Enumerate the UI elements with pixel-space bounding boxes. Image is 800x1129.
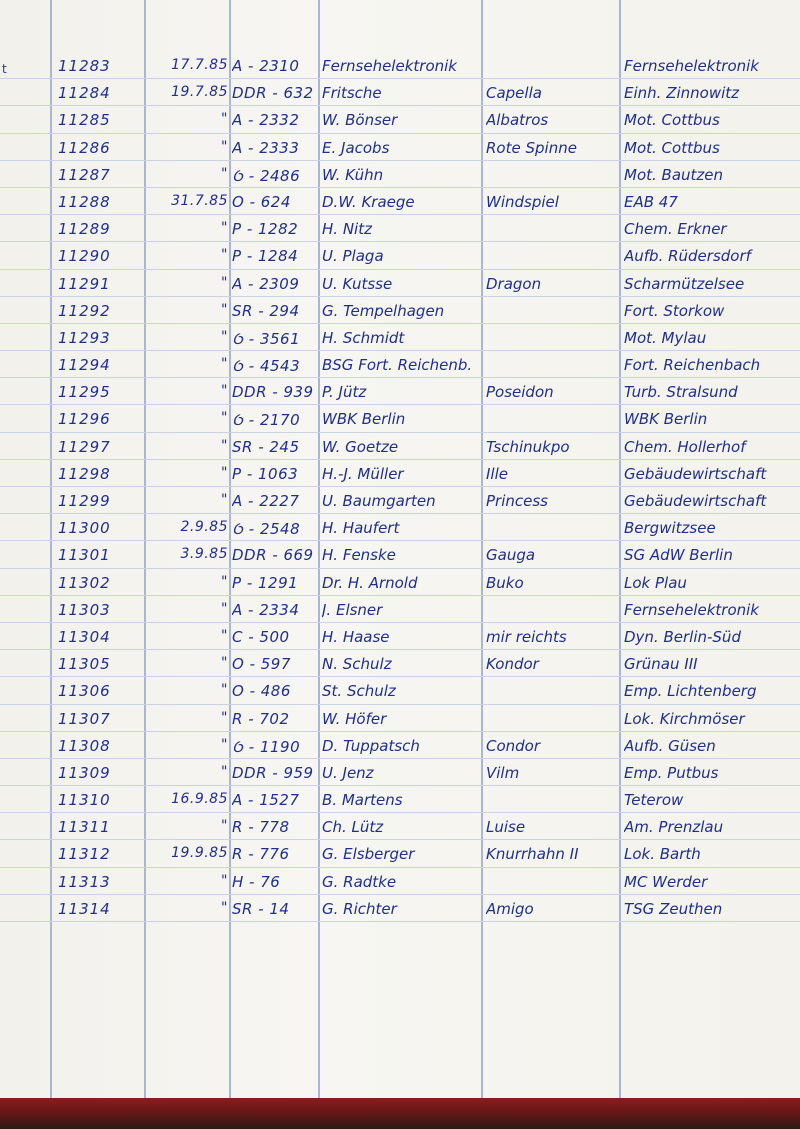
owner-name: G. Elsberger	[322, 845, 415, 864]
entry-number: 11295	[58, 383, 111, 402]
entry-number: 11314	[58, 899, 111, 918]
owner-name: H. Nitz	[322, 220, 372, 239]
entry-number: 11297	[58, 437, 111, 456]
entry-date: "	[221, 138, 228, 155]
entry-number: 11300	[58, 519, 111, 538]
ledger-row	[0, 460, 800, 487]
entry-date: "	[221, 274, 228, 291]
entry-date: "	[221, 437, 228, 454]
entry-number: 11292	[58, 301, 111, 320]
entry-number: 11287	[58, 165, 111, 184]
club-name: Turb. Stralsund	[624, 383, 738, 402]
ledger-row	[0, 596, 800, 623]
entry-date: "	[221, 763, 228, 780]
entry-number: 11284	[58, 84, 111, 103]
club-name: Mot. Cottbus	[624, 138, 720, 157]
club-name: Gebäudewirtschaft	[624, 492, 767, 510]
entry-number: 11290	[58, 247, 111, 266]
club-name: Fort. Storkow	[624, 301, 725, 320]
owner-name: G. Richter	[322, 899, 397, 918]
boat-registration: R - 702	[232, 709, 290, 728]
entry-number: 11298	[58, 464, 111, 483]
boat-registration: A - 2309	[232, 274, 300, 293]
ledger-row	[0, 786, 800, 813]
ledger-row	[0, 569, 800, 596]
ledger-row	[0, 378, 800, 405]
entry-number: 11285	[58, 111, 111, 130]
entry-number: 11283	[58, 57, 111, 75]
entry-date: "	[221, 383, 228, 400]
entry-number: 11294	[58, 356, 111, 375]
club-name: Aufb. Güsen	[624, 736, 716, 755]
ledger-row	[0, 134, 800, 161]
owner-name: H. Haase	[322, 627, 390, 646]
entry-number: 11312	[58, 845, 111, 864]
entry-date: "	[221, 818, 228, 835]
entry-number: 11289	[58, 220, 111, 239]
ledger-row	[0, 514, 800, 541]
boat-registration: SR - 245	[232, 437, 300, 456]
owner-name: U. Baumgarten	[322, 492, 436, 510]
club-name: Mot. Mylau	[624, 328, 707, 347]
owner-name: W. Höfer	[322, 709, 387, 728]
club-name: Chem. Erkner	[624, 220, 727, 239]
ledger-row	[0, 351, 800, 378]
entry-date: "	[221, 492, 228, 508]
ledger-row	[0, 623, 800, 650]
boat-name: Dragon	[486, 274, 542, 293]
boat-name: Capella	[486, 84, 542, 103]
boat-name: Ille	[486, 464, 508, 483]
entry-date: 3.9.85	[180, 546, 228, 563]
entry-date: "	[221, 464, 228, 481]
boat-name: mir reichts	[486, 627, 567, 646]
owner-name: Fernsehelektronik	[322, 57, 457, 75]
entry-date: "	[221, 899, 228, 916]
boat-registration: DDR - 959	[232, 763, 314, 782]
boat-registration: A - 2332	[232, 111, 300, 130]
entry-number: 11302	[58, 573, 111, 592]
entry-date: "	[221, 165, 228, 182]
club-name: Teterow	[624, 791, 684, 810]
entry-number: 11291	[58, 274, 111, 293]
entry-number: 11296	[58, 410, 111, 429]
margin-mark: t	[2, 62, 7, 76]
owner-name: Fritsche	[322, 84, 382, 103]
boat-registration: Ỽ - 2170	[232, 411, 301, 430]
ledger-row	[0, 270, 800, 297]
owner-name: N. Schulz	[322, 655, 392, 674]
boat-registration: P - 1284	[232, 247, 299, 266]
owner-name: D. Tuppatsch	[322, 736, 420, 755]
boat-registration: Ỽ - 2548	[232, 520, 301, 539]
ledger-row	[0, 52, 800, 79]
ledger-row	[0, 297, 800, 324]
entry-date: "	[221, 627, 228, 644]
club-name: Emp. Lichtenberg	[624, 682, 757, 701]
boat-name: Rote Spinne	[486, 138, 577, 157]
ledger-row	[0, 813, 800, 840]
boat-registration: P - 1291	[232, 573, 299, 592]
entry-number: 11307	[58, 709, 111, 728]
boat-registration: O - 624	[232, 192, 291, 211]
entry-number: 11308	[58, 736, 111, 755]
ledger-row	[0, 868, 800, 895]
ledger-row	[0, 705, 800, 732]
owner-name: U. Kutsse	[322, 274, 393, 293]
club-name: Gebäudewirtschaft	[624, 464, 767, 483]
entry-date: "	[221, 573, 228, 590]
entry-number: 11303	[58, 600, 111, 619]
entry-date: "	[221, 410, 228, 427]
boat-name: Kondor	[486, 655, 539, 674]
entry-date: "	[221, 111, 228, 128]
entry-number: 11311	[58, 818, 111, 837]
boat-name: Luise	[486, 818, 526, 837]
boat-registration: A - 2333	[232, 138, 300, 157]
boat-registration: R - 776	[232, 845, 290, 864]
ledger-row	[0, 188, 800, 215]
owner-name: U. Jenz	[322, 763, 374, 782]
owner-name: W. Bönser	[322, 111, 398, 130]
boat-registration: SR - 294	[232, 301, 300, 320]
boat-registration: P - 1282	[232, 220, 299, 239]
boat-name: Gauga	[486, 546, 536, 565]
boat-registration: Ỽ - 4543	[232, 357, 301, 376]
club-name: Mot. Cottbus	[624, 111, 720, 130]
club-name: Fernsehelektronik	[624, 57, 759, 75]
club-name: MC Werder	[624, 872, 708, 891]
owner-name: H. Haufert	[322, 519, 400, 538]
entry-number: 11313	[58, 872, 111, 891]
owner-name: H. Fenske	[322, 546, 396, 565]
boat-name: Poseidon	[486, 383, 554, 402]
boat-registration: A - 2310	[232, 57, 300, 75]
entry-date: "	[221, 682, 228, 699]
entry-date: 19.9.85	[171, 845, 228, 862]
entry-date: 2.9.85	[180, 519, 228, 536]
owner-name: E. Jacobs	[322, 138, 390, 157]
club-name: Bergwitzsee	[624, 519, 716, 538]
entry-date: "	[221, 301, 228, 318]
club-name: Emp. Putbus	[624, 763, 719, 782]
club-name: Einh. Zinnowitz	[624, 84, 740, 103]
club-name: WBK Berlin	[624, 410, 708, 429]
ledger-row	[0, 405, 800, 432]
club-name: Am. Prenzlau	[624, 818, 724, 837]
entry-date: 17.7.85	[171, 57, 228, 73]
ledger-rows	[0, 52, 800, 922]
boat-registration: H - 76	[232, 872, 281, 891]
club-name: Aufb. Rüdersdorf	[624, 247, 751, 266]
owner-name: BSG Fort. Reichenb.	[322, 356, 473, 375]
owner-name: St. Schulz	[322, 682, 396, 701]
owner-name: G. Tempelhagen	[322, 301, 445, 320]
ledger-row	[0, 840, 800, 867]
owner-name: H.-J. Müller	[322, 464, 404, 483]
ledger-row	[0, 324, 800, 351]
entry-date: "	[221, 655, 228, 672]
boat-registration: A - 1527	[232, 791, 300, 810]
owner-name: J. Elsner	[322, 600, 383, 619]
boat-name: Windspiel	[486, 192, 559, 211]
ledger-row	[0, 541, 800, 568]
entry-number: 11299	[58, 492, 111, 510]
entry-date: "	[221, 247, 228, 264]
owner-name: WBK Berlin	[322, 410, 406, 429]
entry-number: 11288	[58, 192, 111, 211]
owner-name: U. Plaga	[322, 247, 384, 266]
ledger-row	[0, 732, 800, 759]
entry-date: "	[221, 736, 228, 753]
club-name: TSG Zeuthen	[624, 899, 723, 918]
club-name: Fernsehelektronik	[624, 600, 759, 619]
club-name: Lok. Barth	[624, 845, 701, 864]
boat-name: Tschinukpo	[486, 437, 570, 456]
ledger-row	[0, 161, 800, 188]
entry-number: 11304	[58, 627, 111, 646]
boat-name: Albatros	[486, 111, 549, 130]
club-name: SG AdW Berlin	[624, 546, 733, 565]
entry-number: 11301	[58, 546, 111, 565]
ledger-row	[0, 79, 800, 106]
owner-name: W. Goetze	[322, 437, 399, 456]
entry-date: "	[221, 356, 228, 373]
club-name: Scharmützelsee	[624, 274, 745, 293]
entry-date: 31.7.85	[171, 192, 228, 209]
ledger-row	[0, 433, 800, 460]
entry-number: 11310	[58, 791, 111, 810]
boat-registration: R - 778	[232, 818, 290, 837]
club-name: Mot. Bautzen	[624, 165, 724, 184]
owner-name: G. Radtke	[322, 872, 397, 891]
ledger-row	[0, 215, 800, 242]
boat-registration: Ỽ - 1190	[232, 737, 301, 756]
boat-registration: P - 1063	[232, 464, 299, 483]
entry-number: 11306	[58, 682, 111, 701]
entry-number: 11293	[58, 328, 111, 347]
ledger-row	[0, 242, 800, 269]
boat-registration: Ỽ - 3561	[232, 329, 301, 348]
boat-registration: A - 2334	[232, 600, 300, 619]
entry-date: "	[221, 328, 228, 345]
owner-name: P. Jütz	[322, 383, 367, 402]
entry-date: "	[221, 709, 228, 726]
entry-date: "	[221, 872, 228, 889]
club-name: Grünau III	[624, 655, 698, 674]
owner-name: B. Martens	[322, 791, 403, 810]
book-edge	[0, 1098, 800, 1129]
boat-registration: SR - 14	[232, 899, 290, 918]
entry-number: 11305	[58, 655, 111, 674]
entry-number: 11286	[58, 138, 111, 157]
club-name: EAB 47	[624, 192, 678, 211]
boat-registration: O - 597	[232, 655, 291, 674]
club-name: Lok. Kirchmöser	[624, 709, 745, 728]
ledger-row	[0, 650, 800, 677]
ledger-row	[0, 106, 800, 133]
boat-name: Amigo	[486, 899, 534, 918]
boat-registration: DDR - 632	[232, 84, 314, 103]
entry-number: 11309	[58, 763, 111, 782]
entry-date: "	[221, 220, 228, 237]
ledger-row	[0, 895, 800, 922]
club-name: Chem. Hollerhof	[624, 437, 746, 456]
boat-registration: A - 2227	[232, 492, 300, 510]
owner-name: H. Schmidt	[322, 328, 405, 347]
owner-name: D.W. Kraege	[322, 192, 415, 211]
ledger-row	[0, 677, 800, 704]
boat-registration: Ỽ - 2486	[232, 166, 301, 185]
ledger-row	[0, 487, 800, 514]
boat-name: Vilm	[486, 763, 520, 782]
owner-name: W. Kühn	[322, 165, 384, 184]
entry-date: 19.7.85	[171, 84, 228, 101]
ledger-row	[0, 759, 800, 786]
club-name: Fort. Reichenbach	[624, 356, 761, 375]
owner-name: Dr. H. Arnold	[322, 573, 418, 592]
entry-date: "	[221, 600, 228, 617]
boat-name: Princess	[486, 492, 548, 510]
entry-date: 16.9.85	[171, 791, 228, 808]
boat-name: Knurrhahn II	[486, 845, 579, 864]
boat-registration: O - 486	[232, 682, 291, 701]
boat-registration: DDR - 669	[232, 546, 314, 565]
club-name: Dyn. Berlin-Süd	[624, 627, 741, 646]
boat-registration: DDR - 939	[232, 383, 314, 402]
club-name: Lok Plau	[624, 573, 687, 592]
boat-name: Buko	[486, 573, 524, 592]
boat-registration: C - 500	[232, 627, 290, 646]
owner-name: Ch. Lütz	[322, 818, 384, 837]
boat-name: Condor	[486, 736, 541, 755]
